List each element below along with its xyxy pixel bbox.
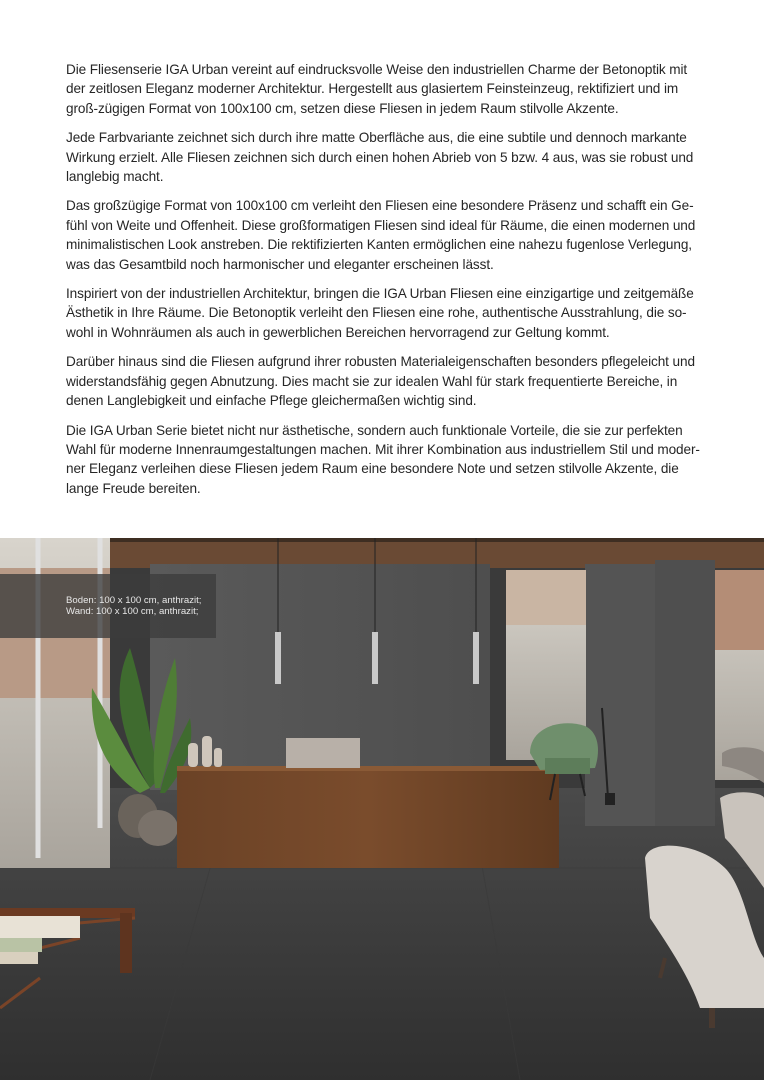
paragraph-architecture: Inspiriert von der industriellen Architektur, bringen die IGA Urban Fliesen eine einzigartige und zeitgemäße Ästhetik in Ihre Räume. Die Betonoptik verleiht den Fliesen eine rohe, authentische Ausstrahlung, die so-wohl in Wohnräumen als auch in gewerblichen Bereichen hervorragend zur Geltung kommt.: [66, 286, 694, 340]
caption-floor: Boden: 100 x 100 cm, anthrazit;: [66, 595, 202, 606]
photo-caption: [0, 574, 216, 638]
paragraph-conclusion: Die IGA Urban Serie bietet nicht nur ästhetische, sondern auch funktionale Vorteile, die sie zur perfekten Wahl für moderne Innenraumgestaltungen machen. Mit ihrer Kombination aus industriellem Stil und moder-ner Eleganz verleihen diese Fliesen jedem Raum eine besondere Note und setzen stilvolle Akzente, die lange Freude bereiten.: [66, 422, 700, 496]
body-text: [66, 60, 702, 508]
paragraph-intro: Die Fliesenserie IGA Urban vereint auf eindrucksvolle Weise den industriellen Charme der Betonoptik mit der zeitlosen Eleganz moderner Architektur. Hergestellt aus glasiertem Feinsteinzeug, rektifiziert und im groß-zügigen Format von 100x100 cm, setzen diese Fliesen in jedem Raum stilvolle Akzente.: [66, 62, 688, 116]
caption-wall: Wand: 100 x 100 cm, anthrazit;: [66, 606, 199, 617]
paragraph-surface: Jede Farbvariante zeichnet sich durch ihre matte Oberfläche aus, die eine subtile und dennoch markante Wirkung erzielt. Alle Fliesen zeichnen sich durch einen hohen Abrieb von 5 bzw. 4 aus, was sie robust und langlebig macht.: [66, 130, 694, 185]
reception-desk: [177, 768, 559, 868]
paragraph-format: Das großzügige Format von 100x100 cm verleiht den Fliesen eine besondere Präsenz und schafft ein Ge-fühl von Weite und Offenheit. Diese großformatigen Fliesen sind ideal für Räume, die einen modernen und minimalistischen Look anstreben. Die rektifizierten Kanten ermöglichen eine nahezu fugenlose Verlegung, was das Gesamtbild noch harmonischer und eleganter erscheinen lässt.: [66, 198, 696, 272]
paragraph-maintenance: Darüber hinaus sind die Fliesen aufgrund ihrer robusten Materialeigenschaften besonders pflegeleicht und widerstandsfähig gegen Abnutzung. Dies macht sie zur idealen Wahl für stark frequentierte Bereiche, in denen Langlebigkeit und einfache Pflege gleichermaßen wichtig sind.: [66, 354, 695, 409]
